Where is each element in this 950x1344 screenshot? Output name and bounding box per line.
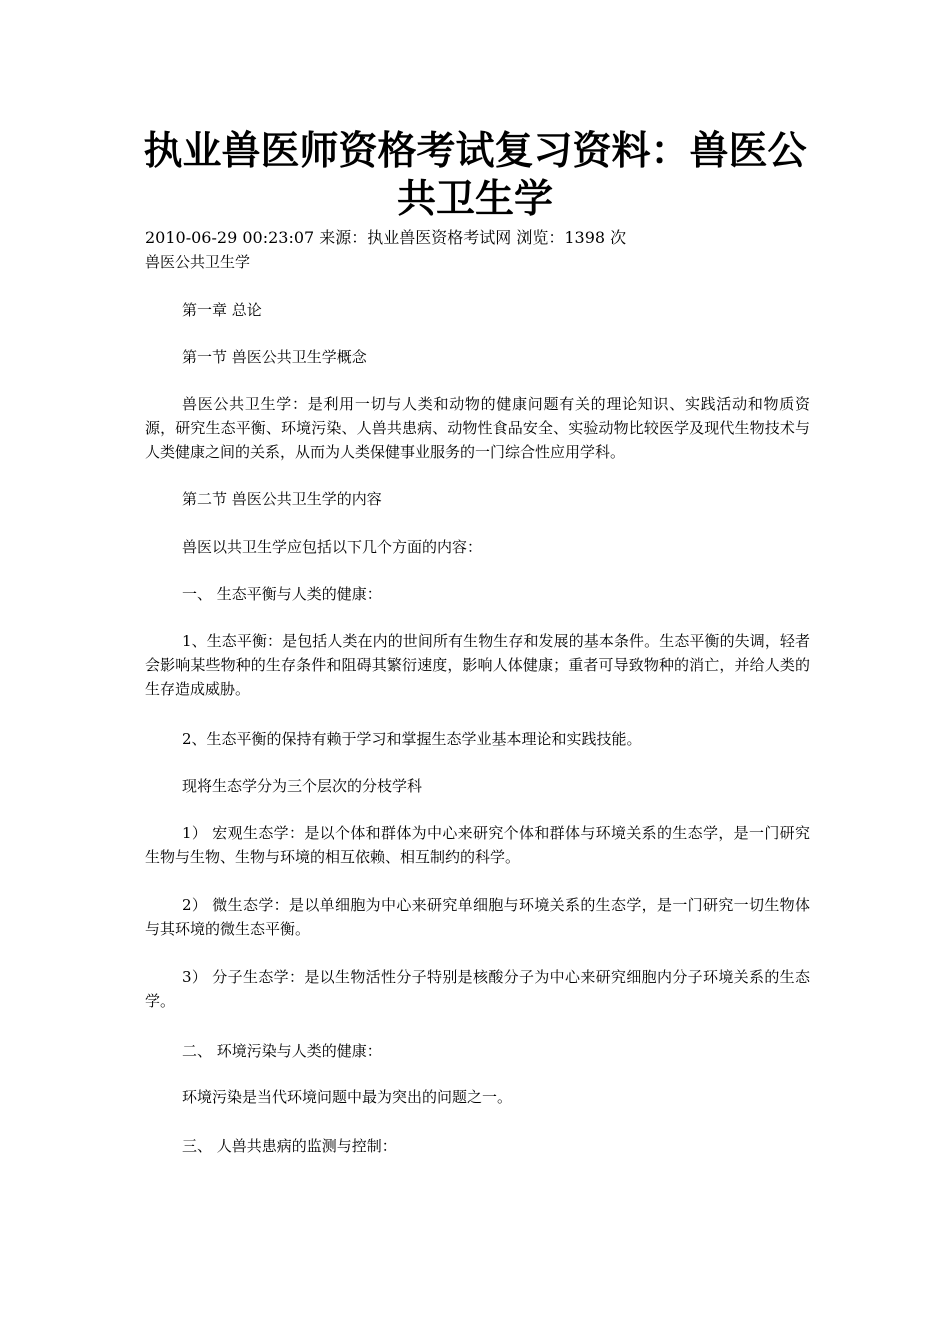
article-meta: 2010-06-29 00:23:07 来源：执业兽医资格考试网 浏览：1398 次 xyxy=(145,228,627,247)
section-heading: 第一节 兽医公共卫生学概念 xyxy=(182,348,367,366)
list-item: 1） 宏观生态学：是以个体和群体为中心来研究个体和群体与环境关系的生态学，是一门研究生物与生物、生物与环境的相互依赖、相互制约的科学。 xyxy=(145,824,810,866)
list-heading: 一、 生态平衡与人类的健康： xyxy=(182,585,382,603)
chapter-heading: 第一章 总论 xyxy=(182,301,262,319)
body-paragraph: 兽医以共卫生学应包括以下几个方面的内容： xyxy=(182,538,483,556)
body-paragraph: 现将生态学分为三个层次的分枝学科 xyxy=(182,777,423,795)
section-heading: 第二节 兽医公共卫生学的内容 xyxy=(182,490,382,508)
body-paragraph: 环境污染是当代环境问题中最为突出的问题之一。 xyxy=(182,1088,513,1106)
body-paragraph: 兽医公共卫生学：是利用一切与人类和动物的健康问题有关的理论知识、实践活动和物质资源，研究生态平衡、环境污染、人兽共患病、动物性食品安全、实验动物比较医学及现代生物技术与人类健康之间的关系，从而为人类保健事业服务的一门综合性应用学科。 xyxy=(145,395,810,461)
document-title-line-2: 共卫生学 xyxy=(396,177,553,222)
document-title-line-1: 执业兽医师资格考试复习资料：兽医公 xyxy=(143,129,807,174)
list-heading: 二、 环境污染与人类的健康： xyxy=(182,1042,382,1060)
body-paragraph: 1、生态平衡：是包括人类在内的世间所有生物生存和发展的基本条件。生态平衡的失调，轻者会影响某些物种的生存条件和阻碍其繁衍速度，影响人体健康；重者可导致物种的消亡，并给人类的生存造成威胁。 xyxy=(145,632,810,698)
body-paragraph: 2、生态平衡的保持有赖于学习和掌握生态学业基本理论和实践技能。 xyxy=(182,730,642,748)
list-item: 2） 微生态学：是以单细胞为中心来研究单细胞与环境关系的生态学，是一门研究一切生物体与其环境的微生态平衡。 xyxy=(145,896,810,938)
list-item: 3） 分子生态学：是以生物活性分子特别是核酸分子为中心来研究细胞内分子环境关系的生态学。 xyxy=(145,968,810,1010)
article-subtitle: 兽医公共卫生学 xyxy=(145,253,251,271)
list-heading: 三、 人兽共患病的监测与控制： xyxy=(182,1137,397,1155)
